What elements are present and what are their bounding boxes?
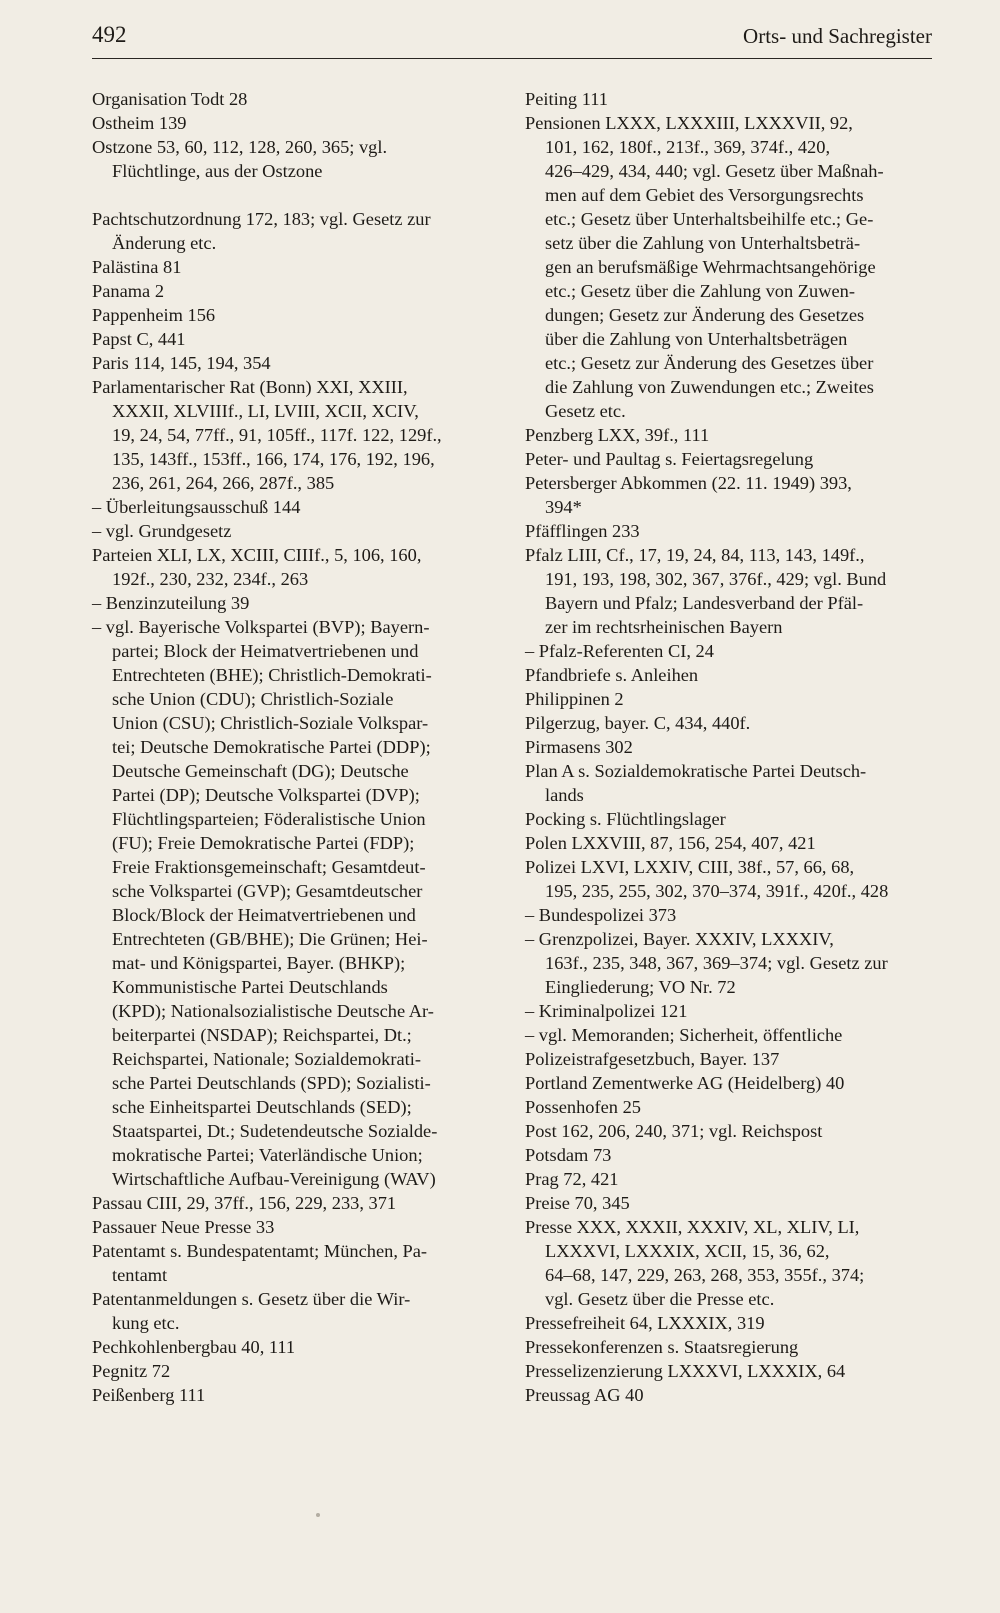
index-entry-line: sche Volkspartei (GVP); Gesamtdeutscher [112, 881, 423, 901]
index-entry-line: (KPD); Nationalsozialistische Deutsche Ar- [112, 1001, 434, 1021]
index-entry-line: – Pfalz-Referenten CI, 24 [525, 639, 935, 663]
index-entry [525, 855, 935, 903]
index-entry-line: men auf dem Gebiet des Versorgungsrechts [545, 185, 864, 205]
index-entry-line: Änderung etc. [112, 233, 217, 253]
index-entry [92, 1215, 492, 1239]
running-title: Orts- und Sachregister [743, 24, 932, 48]
index-entry-line: – Bundespolizei 373 [525, 903, 935, 927]
index-entry [525, 1311, 935, 1335]
index-entry-line: Flüchtlingsparteien; Föderalistische Union [112, 809, 426, 829]
index-entry [525, 543, 935, 639]
index-entry [92, 1191, 492, 1215]
index-entry [525, 1359, 935, 1383]
index-entry-line: Bayern und Pfalz; Landesverband der Pfäl- [545, 593, 864, 613]
letter-gap [92, 183, 492, 207]
print-speck [316, 1513, 320, 1517]
index-entry-line: tentamt [112, 1265, 168, 1285]
index-entry-line: sche Einheitspartei Deutschlands (SED); [112, 1097, 412, 1117]
index-entry [525, 111, 935, 423]
index-entry-line: Polizeistrafgesetzbuch, Bayer. 137 [525, 1049, 780, 1069]
index-entry-line: Entrechteten (BHE); Christlich-Demokrati- [112, 665, 432, 685]
index-entry [525, 807, 935, 831]
index-entry-line: Pirmasens 302 [525, 737, 633, 757]
index-entry-line: Presse XXX, XXXII, XXXIV, XL, XLIV, LI, [525, 1217, 860, 1237]
index-entry-line: – Kriminalpolizei 121 [525, 999, 935, 1023]
index-entry-line: vgl. Gesetz über die Presse etc. [545, 1289, 775, 1309]
index-subentry [525, 927, 935, 999]
index-entry [525, 423, 935, 447]
index-entry-line: Peiting 111 [525, 89, 608, 109]
index-entry-line: 426–429, 434, 440; vgl. Gesetz über Maßnah- [545, 161, 884, 181]
index-entry-line: Portland Zementwerke AG (Heidelberg) 40 [525, 1073, 845, 1093]
index-entry [525, 519, 935, 543]
index-entry-line: (FU); Freie Demokratische Partei (FDP); [112, 833, 415, 853]
index-entry [92, 207, 492, 255]
index-entry-line: Pechkohlenbergbau 40, 111 [92, 1337, 296, 1357]
index-entry-line: lands [545, 785, 584, 805]
index-entry [525, 1191, 935, 1215]
index-entry-line: etc.; Gesetz über Unterhaltsbeihilfe etc.; Ge- [545, 209, 874, 229]
index-entry-line: – Benzinzuteilung 39 [92, 591, 492, 615]
index-subentry [525, 903, 935, 927]
index-entry-line: Parteien XLI, LX, XCIII, CIIIf., 5, 106, 160, [92, 545, 422, 565]
index-entry [92, 327, 492, 351]
index-entry [525, 1335, 935, 1359]
index-entry-line: 236, 261, 264, 266, 287f., 385 [112, 473, 335, 493]
index-entry-line: 135, 143ff., 153ff., 166, 174, 176, 192, 196, [112, 449, 435, 469]
index-subentry [92, 519, 492, 543]
index-entry [525, 1071, 935, 1095]
index-subentry [92, 591, 492, 615]
index-entry-line: partei; Block der Heimatvertriebenen und [112, 641, 419, 661]
index-entry [525, 711, 935, 735]
index-entry-line: XXXII, XLVIIIf., LI, LVIII, XCII, XCIV, [112, 401, 419, 421]
index-entry [92, 303, 492, 327]
index-entry-line: Deutsche Gemeinschaft (DG); Deutsche [112, 761, 409, 781]
index-entry-line: Papst C, 441 [92, 329, 186, 349]
index-subentry [525, 999, 935, 1023]
index-entry [92, 87, 492, 111]
index-entry [525, 471, 935, 519]
index-entry-line: 101, 162, 180f., 213f., 369, 374f., 420, [545, 137, 831, 157]
index-entry [525, 1215, 935, 1311]
index-column-right [525, 87, 935, 1407]
index-entry-line: Pressekonferenzen s. Staatsregierung [525, 1337, 799, 1357]
index-entry-line: Polen LXXVIII, 87, 156, 254, 407, 421 [525, 833, 816, 853]
index-entry-line: Palästina 81 [92, 257, 182, 277]
index-entry-line: Possenhofen 25 [525, 1097, 641, 1117]
index-entry-line: Pfalz LIII, Cf., 17, 19, 24, 84, 113, 143, 149f., [525, 545, 865, 565]
index-entry-line: Pappenheim 156 [92, 305, 216, 325]
index-entry [92, 1287, 492, 1335]
index-entry-line: 163f., 235, 348, 367, 369–374; vgl. Gesetz zur [545, 953, 888, 973]
index-entry-line: mokratische Partei; Vaterländische Union; [112, 1145, 423, 1165]
index-entry-line: Gesetz etc. [545, 401, 626, 421]
index-entry [525, 1095, 935, 1119]
index-entry-line: Freie Fraktionsgemeinschaft; Gesamtdeut- [112, 857, 426, 877]
index-entry-line: 19, 24, 54, 77ff., 91, 105ff., 117f. 122, 129f., [112, 425, 442, 445]
index-entry-line: Eingliederung; VO Nr. 72 [545, 977, 736, 997]
index-entry [92, 255, 492, 279]
index-entry-line: Pressefreiheit 64, LXXXIX, 319 [525, 1313, 765, 1333]
index-entry-line: Peißenberg 111 [92, 1385, 206, 1405]
index-entry-line: Philippinen 2 [525, 689, 624, 709]
index-entry-line: – vgl. Bayerische Volkspartei (BVP); Bayern- [92, 615, 492, 639]
index-entry [525, 87, 935, 111]
index-subentry [525, 639, 935, 663]
index-entry-line: Post 162, 206, 240, 371; vgl. Reichspost [525, 1121, 823, 1141]
index-entry-line: etc.; Gesetz zur Änderung des Gesetzes über [545, 353, 874, 373]
index-entry-line: Peter- und Paultag s. Feiertagsregelung [525, 449, 814, 469]
index-entry [92, 351, 492, 375]
index-entry-line: Prag 72, 421 [525, 1169, 619, 1189]
index-entry-line: 394* [545, 497, 582, 517]
index-entry-line: die Zahlung von Zuwendungen etc.; Zweites [545, 377, 874, 397]
index-entry-line: – vgl. Grundgesetz [92, 519, 492, 543]
index-entry [92, 375, 492, 495]
index-entry-line: Paris 114, 145, 194, 354 [92, 353, 271, 373]
index-entry-line: Entrechteten (GB/BHE); Die Grünen; Hei- [112, 929, 428, 949]
index-entry [92, 1335, 492, 1359]
index-entry [525, 447, 935, 471]
index-entry-line: – vgl. Memoranden; Sicherheit, öffentliche [525, 1023, 935, 1047]
index-entry-line: Preussag AG 40 [525, 1385, 644, 1405]
index-entry [92, 135, 492, 183]
index-entry-line: sche Partei Deutschlands (SPD); Sozialisti- [112, 1073, 431, 1093]
index-entry-line: Panama 2 [92, 281, 165, 301]
index-entry-line: – Grenzpolizei, Bayer. XXXIV, LXXXIV, [525, 927, 935, 951]
index-entry-line: sche Union (CDU); Christlich-Soziale [112, 689, 394, 709]
index-entry-line: über die Zahlung von Unterhaltsbeträgen [545, 329, 848, 349]
index-entry [525, 1119, 935, 1143]
index-entry [525, 1383, 935, 1407]
page-header [92, 22, 932, 59]
index-subentry [525, 1023, 935, 1047]
index-entry-line: setz über die Zahlung von Unterhaltsbeträ- [545, 233, 861, 253]
index-entry-line: Reichspartei, Nationale; Sozialdemokrati- [112, 1049, 421, 1069]
index-entry-line: Pensionen LXXX, LXXXIII, LXXXVII, 92, [525, 113, 853, 133]
index-entry [525, 663, 935, 687]
index-entry-line: 64–68, 147, 229, 263, 268, 353, 355f., 374; [545, 1265, 865, 1285]
index-entry-line: Ostzone 53, 60, 112, 128, 260, 365; vgl. [92, 137, 388, 157]
index-entry-line: Presselizenzierung LXXXVI, LXXXIX, 64 [525, 1361, 846, 1381]
index-entry-line: Plan A s. Sozialdemokratische Partei Deutsch- [525, 761, 867, 781]
index-entry [525, 1143, 935, 1167]
index-entry-line: Partei (DP); Deutsche Volkspartei (DVP); [112, 785, 420, 805]
index-entry-line: Petersberger Abkommen (22. 11. 1949) 393, [525, 473, 852, 493]
index-entry [525, 1167, 935, 1191]
index-entry-line: 195, 235, 255, 302, 370–374, 391f., 420f., 428 [545, 881, 889, 901]
index-entry [525, 1047, 935, 1071]
index-entry-line: 191, 193, 198, 302, 367, 376f., 429; vgl. Bund [545, 569, 887, 589]
index-entry-line: Pilgerzug, bayer. C, 434, 440f. [525, 713, 751, 733]
index-entry-line: kung etc. [112, 1313, 180, 1333]
index-entry-line: Preise 70, 345 [525, 1193, 630, 1213]
index-entry-line: Pfäfflingen 233 [525, 521, 640, 541]
index-entry-line: Staatspartei, Dt.; Sudetendeutsche Sozialde- [112, 1121, 438, 1141]
index-entry-line: Patentanmeldungen s. Gesetz über die Wir- [92, 1289, 411, 1309]
index-entry [525, 687, 935, 711]
index-entry-line: Pegnitz 72 [92, 1361, 171, 1381]
index-entry-line: Pachtschutzordnung 172, 183; vgl. Gesetz zur [92, 209, 431, 229]
index-entry-line: Polizei LXVI, LXXIV, CIII, 38f., 57, 66, 68, [525, 857, 855, 877]
index-entry-line: Union (CSU); Christlich-Soziale Volkspar- [112, 713, 429, 733]
index-entry-line: Wirtschaftliche Aufbau-Vereinigung (WAV) [112, 1169, 436, 1189]
index-column-left [92, 87, 492, 1407]
index-entry-line: tei; Deutsche Demokratische Partei (DDP); [112, 737, 431, 757]
index-entry [525, 831, 935, 855]
index-entry-line: mat- und Königspartei, Bayer. (BHKP); [112, 953, 406, 973]
index-entry [525, 735, 935, 759]
index-entry-line: LXXXVI, LXXXIX, XCII, 15, 36, 62, [545, 1241, 830, 1261]
index-subentry [92, 495, 492, 519]
index-entry [92, 543, 492, 591]
index-entry [92, 111, 492, 135]
index-entry-line: Penzberg LXX, 39f., 111 [525, 425, 710, 445]
index-entry-line: Pocking s. Flüchtlingslager [525, 809, 726, 829]
index-entry [525, 759, 935, 807]
index-entry [92, 1359, 492, 1383]
index-entry-line: Passauer Neue Presse 33 [92, 1217, 275, 1237]
index-entry-line: zer im rechtsrheinischen Bayern [545, 617, 783, 637]
index-entry-line: beiterpartei (NSDAP); Reichspartei, Dt.; [112, 1025, 412, 1045]
index-entry-line: Pfandbriefe s. Anleihen [525, 665, 699, 685]
index-entry-line: Parlamentarischer Rat (Bonn) XXI, XXIII, [92, 377, 408, 397]
index-entry-line: dungen; Gesetz zur Änderung des Gesetzes [545, 305, 865, 325]
page-number: 492 [92, 22, 127, 47]
index-entry-line: Kommunistische Partei Deutschlands [112, 977, 388, 997]
index-entry-line: Flüchtlinge, aus der Ostzone [112, 161, 323, 181]
index-entry-line: Patentamt s. Bundespatentamt; München, Pa- [92, 1241, 428, 1261]
index-entry-line: Block/Block der Heimatvertriebenen und [112, 905, 416, 925]
index-entry-line: gen an berufsmäßige Wehrmachtsangehörige [545, 257, 876, 277]
index-entry-line: Passau CIII, 29, 37ff., 156, 229, 233, 371 [92, 1193, 397, 1213]
index-entry [92, 279, 492, 303]
index-entry-line: Organisation Todt 28 [92, 89, 248, 109]
index-entry [92, 1383, 492, 1407]
index-entry-line: – Überleitungsausschuß 144 [92, 495, 492, 519]
index-entry-line: Ostheim 139 [92, 113, 187, 133]
index-subentry [92, 615, 492, 1191]
index-entry [92, 1239, 492, 1287]
index-entry-line: 192f., 230, 232, 234f., 263 [112, 569, 309, 589]
index-entry-line: etc.; Gesetz über die Zahlung von Zuwen- [545, 281, 855, 301]
index-entry-line: Potsdam 73 [525, 1145, 612, 1165]
